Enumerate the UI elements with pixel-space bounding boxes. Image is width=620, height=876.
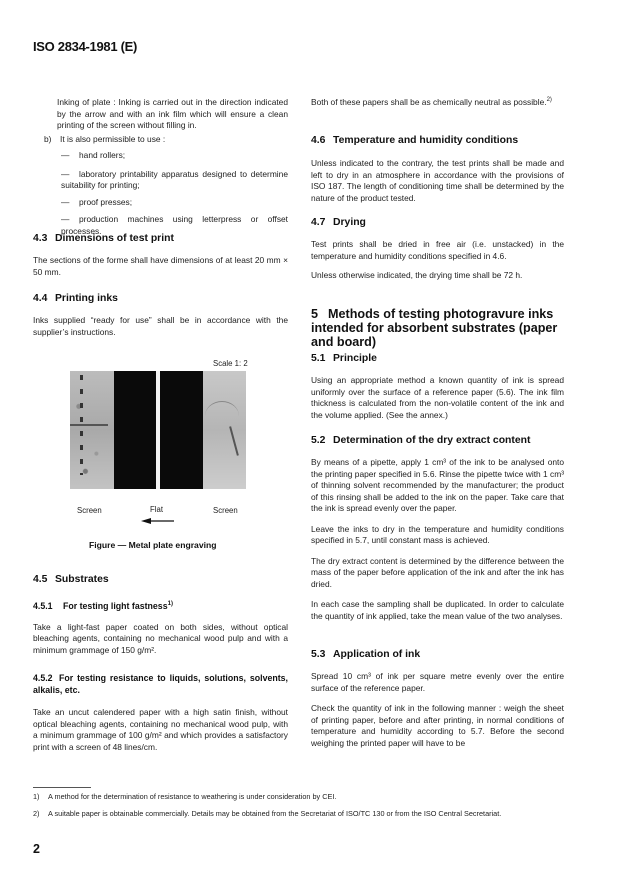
metal-plate-image bbox=[70, 371, 246, 489]
page-number: 2 bbox=[33, 842, 40, 856]
section-heading: 5.3 Application of ink bbox=[311, 649, 421, 660]
footnote-2: 2) A suitable paper is obtainable commercially. Details may be obtained from the Secretariat of ISO/TC 130 or from the ISO Central Secretariat. bbox=[33, 809, 502, 818]
figure-caption: Figure — Metal plate engraving bbox=[89, 540, 217, 550]
flat-left-area bbox=[114, 371, 156, 489]
section-4-7 bbox=[311, 216, 564, 282]
section-4-4 bbox=[33, 292, 288, 338]
section-text: Spread 10 cm³ of ink per square metre evenly over the entire surface of the reference paper. bbox=[311, 671, 564, 693]
item-b-label: b) bbox=[44, 134, 52, 144]
section-text: Leave the inks to dry in the temperature and humidity conditions specified in 5.7, until constant mass is achieved. bbox=[311, 523, 564, 545]
footnote-divider bbox=[33, 787, 91, 788]
document-id: ISO 2834-1981 (E) bbox=[33, 39, 138, 54]
section-4-5-2 bbox=[33, 673, 288, 753]
section-text: Unless indicated to the contrary, the test prints shall be made and left to dry in an atmosphere in accordance with the provisions of ISO 187. The length of conditioning time shall be determined by the nature of the product tested. bbox=[311, 158, 564, 203]
dash-list bbox=[61, 150, 288, 237]
figure-label-screen-left: Screen bbox=[77, 506, 102, 515]
dash-item: — production machines using letterpress or offset processes. bbox=[61, 214, 288, 236]
figure-label-flat: Flat bbox=[150, 505, 163, 514]
section-text: The dry extract content is determined by the difference between the mass of the paper before application of the ink and after the ink has dried. bbox=[311, 555, 564, 589]
section-4-3 bbox=[33, 232, 288, 278]
section-text: In each case the sampling shall be duplicated. In order to calculate the quantity of ink applied, take the mean value of the two analyses. bbox=[311, 599, 564, 621]
clause-5 bbox=[311, 307, 564, 349]
figure-label-screen-right: Screen bbox=[213, 506, 238, 515]
arrow-left-icon bbox=[141, 518, 174, 524]
section-heading: 4.5 Substrates bbox=[33, 574, 109, 585]
section-text: The sections of the forme shall have dimensions of at least 20 mm × 50 mm. bbox=[33, 255, 288, 277]
screen-right-area bbox=[203, 371, 246, 489]
subsection-heading: 4.5.1 For testing light fastness$^{1)}$ bbox=[33, 601, 173, 611]
section-text: Unless otherwise indicated, the drying time shall be 72 h. bbox=[311, 270, 523, 280]
dash-bullet-icon: — bbox=[61, 168, 70, 179]
dash-item: — laboratory printability apparatus designed to determine suitability for printing; bbox=[61, 168, 288, 190]
section-text: Take a light-fast paper coated on both sides, without optical bleaching agents, containing no mechanical wood pulp and with a minimum grammage of 150 g/m². bbox=[33, 621, 288, 655]
section-5-2 bbox=[311, 434, 564, 622]
clause-heading: 5 Methods of testing photogravure inks intended for absorbent substrates (paper and board) bbox=[311, 307, 558, 349]
flat-right-area bbox=[160, 371, 203, 489]
neutral-paragraph-block bbox=[311, 97, 564, 109]
footnote-1: 1) A method for the determination of resistance to weathering is under consideration by CEI. bbox=[33, 792, 337, 801]
section-text: Test prints shall be dried in free air (i.e. unstacked) in the temperature and humidity conditions specified in 4.6. bbox=[311, 239, 564, 261]
section-4-5 bbox=[33, 573, 288, 586]
section-text: Check the quantity of ink in the following manner : weigh the sheet of printing paper, before and after printing, in normal conditions of temperature and humidity according to 5.7. Before the second weighing the printed paper will have to be bbox=[311, 703, 564, 748]
footnote-ref: 2) bbox=[546, 97, 552, 104]
section-heading: 5.1 Principle bbox=[311, 353, 377, 364]
dash-item: — hand rollers; bbox=[61, 150, 126, 160]
figure-scale: Scale 1: 2 bbox=[213, 359, 248, 368]
dash-bullet-icon: — bbox=[61, 214, 70, 224]
section-heading: 4.6 Temperature and humidity conditions bbox=[311, 135, 519, 146]
section-5-3 bbox=[311, 648, 564, 749]
section-text: Inks supplied “ready for use” shall be in accordance with the supplier’s instructions. bbox=[33, 315, 288, 337]
section-heading: 4.4 Printing inks bbox=[33, 293, 118, 304]
section-4-6 bbox=[311, 134, 564, 204]
inking-paragraph: Inking of plate : Inking is carried out in the direction indicated by the arrow and with an ink film which will ensure a clean printing of the screen without filling in. bbox=[57, 97, 288, 130]
neutral-paragraph: Both of these papers shall be as chemically neutral as possible.$^{2)}$ bbox=[311, 97, 552, 107]
section-text: By means of a pipette, apply 1 cm³ of the ink to be analysed onto the printing paper specified in 5.6. Rinse the pipette twice with 1 cm³ of thinning solvent recommended by the manufacturer; the product of this rinsing shall be added to the ink on the paper. Take care that the ink is spread evenly over the paper. bbox=[311, 457, 564, 513]
footnote-ref: 1) bbox=[167, 601, 173, 608]
inking-paragraph-block bbox=[57, 97, 288, 132]
section-5-1 bbox=[311, 352, 564, 421]
dash-bullet-icon: — bbox=[61, 196, 70, 207]
section-text: Using an appropriate method a known quantity of ink is spread uniformly over the surface of a reference paper (5.6). The ink film thickness is calculated from the non-volatile content of the ink and the volume applied. (See the annex.) bbox=[311, 375, 564, 420]
item-b bbox=[44, 134, 288, 146]
dash-item: — proof presses; bbox=[61, 196, 133, 207]
subsection-heading: 4.5.2 For testing resistance to liquids, solutions, solvents, alkalis, etc. bbox=[33, 673, 288, 695]
screen-left-area bbox=[70, 371, 114, 489]
section-text: Take an uncut calendered paper with a high satin finish, without optical bleaching agents, containing no mechanical wood pulp, with a minimum grammage of 100 g/m² and which provides a satisfactory print with a screen of 48 lines/cm. bbox=[33, 707, 288, 752]
section-heading: 4.3 Dimensions of test print bbox=[33, 233, 174, 244]
dash-bullet-icon: — bbox=[61, 150, 70, 160]
item-b-text: It is also permissible to use : bbox=[60, 134, 166, 144]
section-4-5-1 bbox=[33, 601, 288, 656]
section-heading: 4.7 Drying bbox=[311, 217, 366, 228]
section-heading: 5.2 Determination of the dry extract content bbox=[311, 435, 531, 446]
